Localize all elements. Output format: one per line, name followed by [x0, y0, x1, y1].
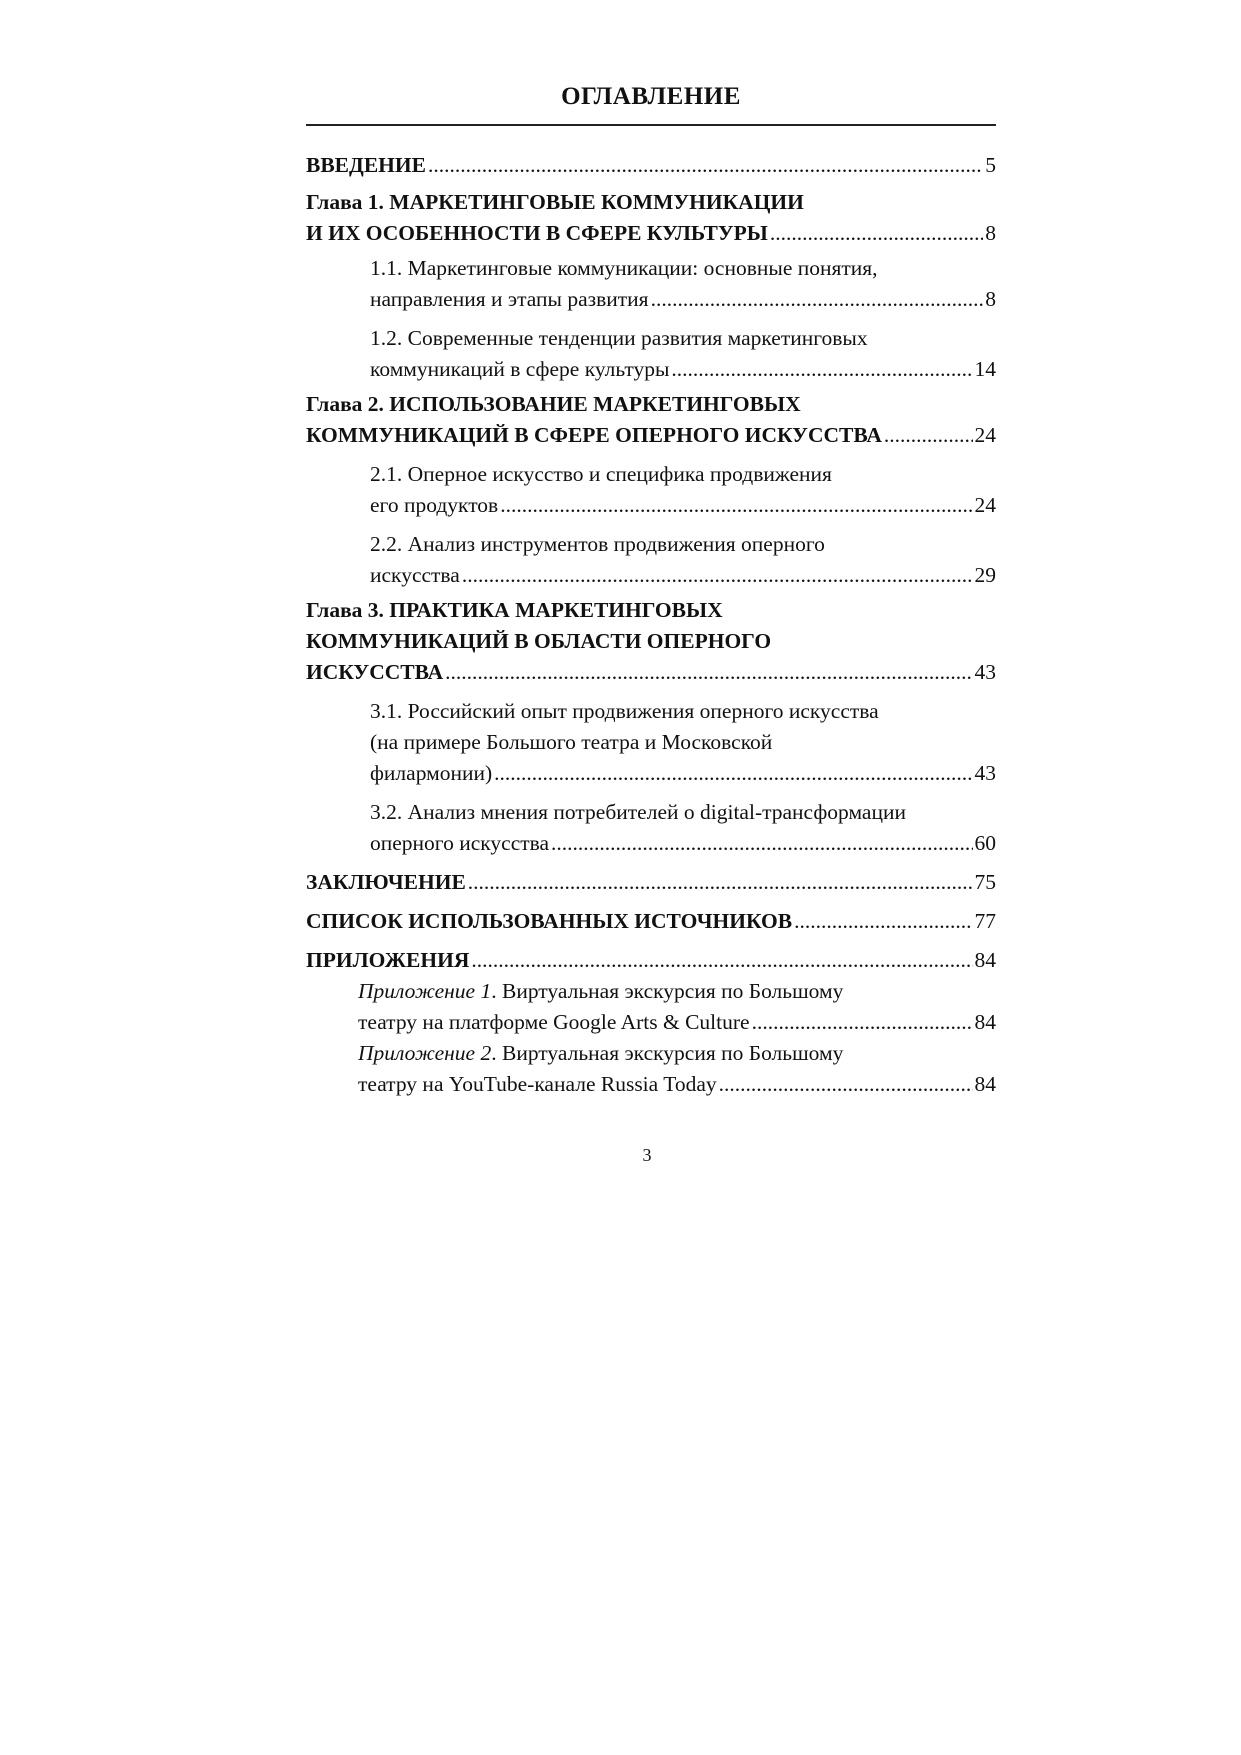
toc-entry-label: КОММУНИКАЦИЙ В ОБЛАСТИ ОПЕРНОГО — [306, 629, 772, 653]
dot-leader — [471, 945, 972, 976]
toc-entry-label: коммуникаций в сфере культуры — [370, 357, 670, 381]
toc-entry-label: СПИСОК ИСПОЛЬЗОВАННЫХ ИСТОЧНИКОВ — [306, 909, 793, 933]
toc-page-number: 43 — [974, 660, 996, 684]
appendix-label: Приложение 2 — [358, 1041, 492, 1065]
toc-entry-section-3-1[interactable] — [306, 696, 996, 789]
toc-page-number: 5 — [985, 153, 996, 177]
toc-entry-chapter-1[interactable] — [306, 187, 996, 249]
toc-page-number: 14 — [974, 357, 996, 381]
toc-entry-label: ПРИЛОЖЕНИЯ — [306, 948, 470, 972]
toc-entry-label: ВВЕДЕНИЕ — [306, 153, 426, 177]
toc-entry-chapter-2[interactable] — [306, 389, 996, 451]
toc-page-number: 84 — [974, 1072, 996, 1096]
toc-entry-label: КОММУНИКАЦИЙ В СФЕРЕ ОПЕРНОГО ИСКУССТВА — [306, 423, 882, 447]
toc-entry-appendix-1[interactable] — [306, 976, 996, 1038]
toc-entry-label: ИСКУССТВА — [306, 660, 444, 684]
toc-entry-label: 1.1. Маркетинговые коммуникации: основные понятия, — [370, 256, 878, 280]
page-title: ОГЛАВЛЕНИЕ — [561, 83, 741, 110]
page-number: 3 — [642, 1145, 652, 1165]
toc-entry-section-3-2[interactable] — [306, 797, 996, 859]
toc-page-number: 60 — [974, 831, 996, 855]
toc-entry-label: . Виртуальная экскурсия по Большому — [491, 1041, 844, 1065]
dot-leader — [462, 560, 973, 591]
dot-leader — [884, 420, 973, 451]
toc-entry-label: филармонии) — [370, 761, 493, 785]
toc-entry-section-1-1[interactable] — [306, 253, 996, 315]
toc-page-number: 77 — [974, 909, 996, 933]
toc-entry-chapter-3[interactable] — [306, 595, 996, 688]
toc-entry-conclusion[interactable] — [306, 867, 996, 898]
toc-entry-appendix-2[interactable] — [306, 1038, 996, 1100]
toc-entry-label: его продуктов — [370, 493, 499, 517]
title-divider — [306, 124, 996, 126]
toc-entry-label: И ИХ ОСОБЕННОСТИ В СФЕРЕ КУЛЬТУРЫ — [306, 221, 768, 245]
toc-entry-section-2-2[interactable] — [306, 529, 996, 591]
dot-leader — [651, 284, 984, 315]
toc-entry-label: Глава 1. МАРКЕТИНГОВЫЕ КОММУНИКАЦИИ — [306, 190, 804, 214]
toc-page-number: 29 — [974, 563, 996, 587]
toc-entry-label: 3.2. Анализ мнения потребителей о digital-трансформации — [370, 800, 906, 824]
table-of-contents — [306, 80, 996, 1100]
toc-entry-label: 2.2. Анализ инструментов продвижения оперного — [370, 532, 825, 556]
toc-page-number: 24 — [974, 493, 996, 517]
toc-entry-section-2-1[interactable] — [306, 459, 996, 521]
toc-entry-label: ЗАКЛЮЧЕНИЕ — [306, 870, 466, 894]
dot-leader — [468, 867, 973, 898]
toc-entry-appendices[interactable] — [306, 945, 996, 976]
dot-leader — [671, 354, 972, 385]
toc-entry-label: оперного искусства — [370, 831, 550, 855]
dot-leader — [494, 758, 972, 789]
dot-leader — [428, 150, 983, 181]
toc-entry-label: 1.2. Современные тенденции развития маркетинговых — [370, 326, 868, 350]
toc-page-number: 8 — [985, 287, 996, 311]
dot-leader — [500, 490, 972, 521]
dot-leader — [445, 657, 972, 688]
toc-entry-intro[interactable] — [306, 150, 996, 181]
toc-entry-label: театру на YouTube-канале Russia Today — [358, 1072, 717, 1096]
toc-page-number: 84 — [974, 948, 996, 972]
toc-entry-label: 3.1. Российский опыт продвижения оперного искусства — [370, 699, 879, 723]
toc-entry-label: театру на платформе Google Arts & Culture — [358, 1010, 750, 1034]
toc-page-number: 24 — [974, 423, 996, 447]
toc-entry-label: искусства — [370, 563, 460, 587]
toc-entry-label: 2.1. Оперное искусство и специфика продвижения — [370, 462, 832, 486]
toc-entry-label: (на примере Большого театра и Московской — [370, 730, 773, 754]
dot-leader — [794, 906, 972, 937]
toc-page-number: 43 — [974, 761, 996, 785]
toc-page-number: 8 — [985, 221, 996, 245]
toc-entry-sources[interactable] — [306, 906, 996, 937]
toc-entry-section-1-2[interactable] — [306, 323, 996, 385]
toc-entry-label: . Виртуальная экскурсия по Большому — [491, 979, 844, 1003]
toc-page-number: 84 — [974, 1010, 996, 1034]
appendix-label: Приложение 1 — [358, 979, 492, 1003]
dot-leader — [752, 1007, 973, 1038]
dot-leader — [719, 1069, 973, 1100]
toc-entry-label: Глава 3. ПРАКТИКА МАРКЕТИНГОВЫХ — [306, 598, 723, 622]
toc-entry-label: Глава 2. ИСПОЛЬЗОВАНИЕ МАРКЕТИНГОВЫХ — [306, 392, 801, 416]
dot-leader — [770, 218, 983, 249]
toc-entry-label: направления и этапы развития — [370, 287, 649, 311]
dot-leader — [551, 828, 972, 859]
toc-page-number: 75 — [974, 870, 996, 894]
